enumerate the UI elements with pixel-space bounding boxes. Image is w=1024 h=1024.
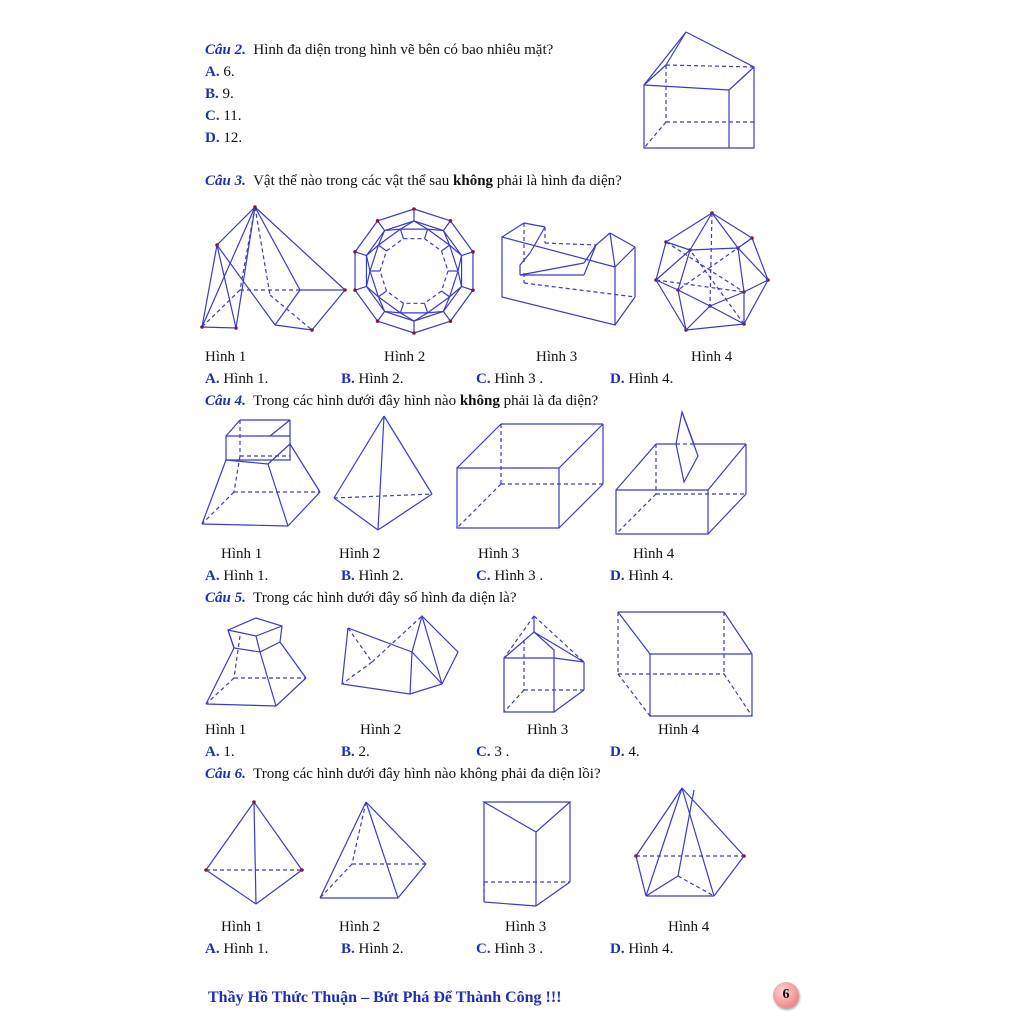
q4-caption-1: Hình 1 [221, 546, 263, 562]
q2-option-c[interactable] [205, 108, 242, 125]
option-label: B. [341, 744, 355, 760]
q3-text-bold: không [453, 173, 494, 189]
q4-text-b: phải là đa diện? [499, 393, 599, 409]
option-label: A. [205, 568, 220, 584]
q3-text-b: phải là hình đa diện? [493, 173, 622, 189]
q2-polyhedron-figure [640, 30, 770, 155]
q6-text: Trong các hình dưới đây hình nào không phải đa diện lồi? [253, 766, 601, 782]
q4-figure-2 [332, 414, 437, 534]
q6-option-a[interactable] [205, 941, 268, 958]
q6-option-b[interactable] [341, 941, 404, 958]
option-text: 2. [358, 744, 370, 760]
option-text: 1. [223, 744, 235, 760]
option-label: B. [205, 86, 219, 102]
q2-stem [205, 42, 553, 59]
q5-option-b[interactable] [341, 744, 370, 761]
option-label: A. [205, 64, 220, 80]
q5-figure-2 [338, 612, 466, 704]
q3-number: Câu 3. [205, 173, 246, 189]
q4-option-c[interactable] [476, 568, 543, 585]
q4-caption-4: Hình 4 [633, 546, 675, 562]
q6-option-d[interactable] [610, 941, 673, 958]
q4-stem [205, 393, 598, 410]
q4-option-b[interactable] [341, 568, 404, 585]
q3-stem [205, 173, 622, 190]
q3-option-b[interactable] [341, 371, 404, 388]
q3-caption-4: Hình 4 [691, 349, 733, 365]
q2-option-b[interactable] [205, 86, 234, 103]
option-label: D. [610, 371, 625, 387]
q4-figure-1 [200, 416, 325, 531]
q5-figure-3 [500, 612, 590, 718]
q6-figure-2 [318, 800, 430, 904]
option-text: 6. [223, 64, 235, 80]
option-label: C. [476, 744, 491, 760]
q4-number: Câu 4. [205, 393, 246, 409]
q3-figure-2 [348, 205, 480, 337]
q5-option-a[interactable] [205, 744, 235, 761]
q3-figure-3 [500, 215, 640, 330]
q5-figure-1 [204, 614, 312, 710]
q4-text-a: Trong các hình dưới đây hình nào [253, 393, 460, 409]
q6-figure-3 [482, 798, 576, 910]
option-text: Hình 4. [628, 941, 674, 957]
option-text: Hình 3 . [494, 371, 544, 387]
q5-option-c[interactable] [476, 744, 509, 761]
option-label: B. [341, 941, 355, 957]
q5-option-d[interactable] [610, 744, 640, 761]
option-text: 9. [222, 86, 234, 102]
page-number: 6 [782, 987, 790, 1002]
q5-figure-4 [614, 610, 756, 720]
option-label: C. [476, 371, 491, 387]
q4-text-bold: không [459, 393, 500, 409]
q6-stem [205, 766, 601, 783]
option-label: D. [610, 941, 625, 957]
option-label: D. [610, 744, 625, 760]
option-text: Hình 2. [358, 941, 404, 957]
q6-number: Câu 6. [205, 766, 246, 782]
q4-figure-3 [455, 422, 607, 532]
q4-option-d[interactable] [610, 568, 673, 585]
q4-caption-2: Hình 2 [339, 546, 381, 562]
option-text: Hình 1. [223, 941, 269, 957]
q5-text: Trong các hình dưới đây số hình đa diện là? [253, 590, 517, 606]
q3-caption-3: Hình 3 [536, 349, 578, 365]
option-text: Hình 1. [223, 371, 269, 387]
option-text: Hình 1. [223, 568, 269, 584]
option-label: D. [610, 568, 625, 584]
option-label: B. [341, 568, 355, 584]
option-label: C. [476, 568, 491, 584]
q2-text: Hình đa diện trong hình vẽ bên có bao nhiêu mặt? [253, 42, 554, 58]
page-number-badge [773, 982, 799, 1008]
option-label: C. [205, 108, 220, 124]
option-text: 4. [628, 744, 640, 760]
option-label: D. [205, 130, 220, 146]
q6-figure-1 [204, 800, 306, 908]
q5-stem [205, 590, 516, 607]
q3-figure-4 [652, 210, 772, 338]
option-text: Hình 4. [628, 371, 674, 387]
q3-caption-2: Hình 2 [384, 349, 426, 365]
q6-caption-2: Hình 2 [339, 919, 381, 935]
option-text: Hình 2. [358, 568, 404, 584]
q3-option-a[interactable] [205, 371, 268, 388]
q2-option-d[interactable] [205, 130, 242, 147]
option-label: C. [476, 941, 491, 957]
q3-caption-1: Hình 1 [205, 349, 247, 365]
q5-number: Câu 5. [205, 590, 246, 606]
option-label: B. [341, 371, 355, 387]
q3-figure-1 [200, 205, 350, 335]
q5-caption-4: Hình 4 [658, 722, 700, 738]
q6-caption-3: Hình 3 [505, 919, 547, 935]
footer-author: Thầy Hồ Thức Thuận – Bứt Phá Để Thành Công !!! [208, 989, 562, 1006]
q3-text-a: Vật thể nào trong các vật thể sau [253, 173, 454, 189]
q2-number: Câu 2. [205, 42, 246, 58]
option-label: A. [205, 371, 220, 387]
option-text: 12. [223, 130, 243, 146]
q4-figure-4 [614, 410, 752, 538]
q5-caption-1: Hình 1 [205, 722, 247, 738]
q6-option-c[interactable] [476, 941, 543, 958]
q5-caption-3: Hình 3 [527, 722, 569, 738]
q4-caption-3: Hình 3 [478, 546, 520, 562]
q6-caption-4: Hình 4 [668, 919, 710, 935]
option-text: 3 . [494, 744, 510, 760]
option-label: A. [205, 941, 220, 957]
option-text: Hình 3 . [494, 941, 544, 957]
q2-option-a[interactable] [205, 64, 235, 81]
option-text: 11. [223, 108, 242, 124]
option-text: Hình 2. [358, 371, 404, 387]
option-label: A. [205, 744, 220, 760]
q5-caption-2: Hình 2 [360, 722, 402, 738]
q6-figure-4 [632, 786, 748, 902]
q3-option-c[interactable] [476, 371, 543, 388]
option-text: Hình 4. [628, 568, 674, 584]
q3-option-d[interactable] [610, 371, 673, 388]
option-text: Hình 3 . [494, 568, 544, 584]
q4-option-a[interactable] [205, 568, 268, 585]
q6-caption-1: Hình 1 [221, 919, 263, 935]
